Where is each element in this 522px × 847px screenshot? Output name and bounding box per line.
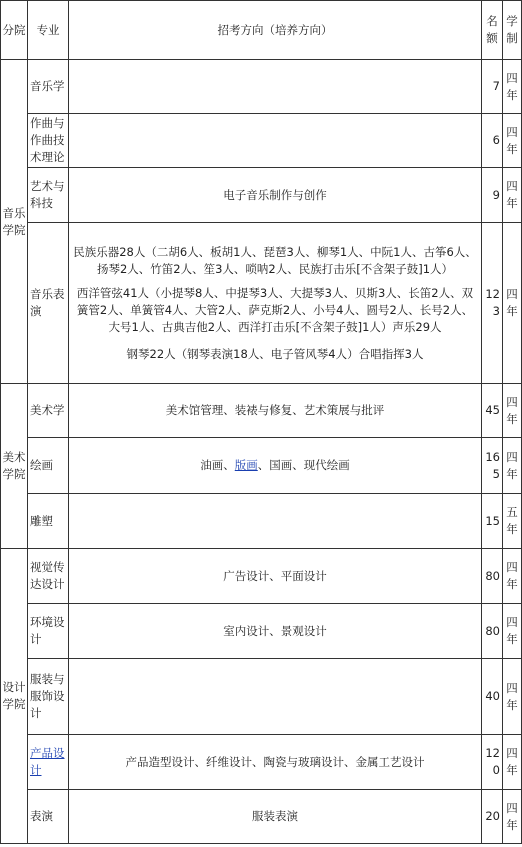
direction-cell	[69, 659, 482, 735]
quota-cell: 165	[482, 438, 503, 494]
quota-cell: 7	[482, 60, 503, 114]
direction-cell: 服装表演	[69, 790, 482, 844]
quota-cell: 80	[482, 549, 503, 604]
header-row	[1, 1, 522, 60]
major-cell: 环境设计	[28, 604, 69, 659]
duration-cell: 四年	[503, 735, 522, 790]
table-row	[1, 114, 522, 168]
direction-cell	[69, 494, 482, 549]
major-cell: 视觉传达设计	[28, 549, 69, 604]
duration-cell: 四年	[503, 384, 522, 438]
direction-line: 民族乐器28人（二胡6人、板胡1人、琵琶3人、柳琴1人、中阮1人、古筝6人、扬琴2人、竹笛2人、笙3人、唢呐2人、民族打击乐[不含架子鼓]1人）	[73, 244, 477, 276]
duration-cell: 四年	[503, 549, 522, 604]
duration-cell: 四年	[503, 438, 522, 494]
table-row	[1, 438, 522, 494]
table-row	[1, 494, 522, 549]
major-cell: 作曲与作曲技术理论	[28, 114, 69, 168]
college-art: 美术学院	[1, 384, 28, 549]
major-cell: 绘画	[28, 438, 69, 494]
direction-cell: 电子音乐制作与创作	[69, 168, 482, 223]
direction-text: 油画、	[200, 458, 235, 472]
duration-cell: 四年	[503, 790, 522, 844]
link-product-design[interactable]: 产品设计	[30, 746, 65, 777]
quota-cell: 40	[482, 659, 503, 735]
duration-cell: 四年	[503, 223, 522, 384]
table-row	[1, 60, 522, 114]
direction-cell: 室内设计、景观设计	[69, 604, 482, 659]
table-row	[1, 223, 522, 384]
major-cell: 音乐表演	[28, 223, 69, 384]
direction-cell	[69, 60, 482, 114]
table-row	[1, 168, 522, 223]
duration-cell: 五年	[503, 494, 522, 549]
header-major: 专业	[28, 1, 69, 60]
major-cell: 音乐学	[28, 60, 69, 114]
quota-cell: 15	[482, 494, 503, 549]
duration-cell: 四年	[503, 168, 522, 223]
college-music: 音乐学院	[1, 60, 28, 384]
table-row	[1, 549, 522, 604]
direction-text: 、国画、现代绘画	[257, 458, 350, 472]
quota-cell: 123	[482, 223, 503, 384]
header-duration: 学制	[503, 1, 522, 60]
quota-cell: 20	[482, 790, 503, 844]
table-row	[1, 659, 522, 735]
header-college: 分院	[1, 1, 28, 60]
duration-cell: 四年	[503, 114, 522, 168]
direction-cell	[69, 438, 482, 494]
direction-line: 钢琴22人（钢琴表演18人、电子管风琴4人）合唱指挥3人	[126, 346, 424, 361]
direction-cell	[69, 114, 482, 168]
quota-cell: 9	[482, 168, 503, 223]
major-cell: 表演	[28, 790, 69, 844]
quota-cell: 6	[482, 114, 503, 168]
table-row	[1, 735, 522, 790]
duration-cell: 四年	[503, 604, 522, 659]
major-cell: 雕塑	[28, 494, 69, 549]
quota-cell: 80	[482, 604, 503, 659]
major-cell	[28, 735, 69, 790]
direction-line: 西洋管弦41人（小提琴8人、中提琴3人、大提琴3人、贝斯3人、长笛2人、双簧管2人、单簧管4人、大管2人、萨克斯2人、小号4人、圆号2人、长号2人、大号1人、古典吉他2人、西洋打击乐[不含架子鼓]1人）声乐29人	[76, 285, 474, 334]
quota-cell: 120	[482, 735, 503, 790]
header-direction: 招考方向（培养方向）	[69, 1, 482, 60]
header-quota: 名额	[482, 1, 503, 60]
college-design: 设计学院	[1, 549, 28, 844]
direction-cell	[69, 223, 482, 384]
direction-cell: 产品造型设计、纤维设计、陶瓷与玻璃设计、金属工艺设计	[69, 735, 482, 790]
direction-cell: 广告设计、平面设计	[69, 549, 482, 604]
major-cell: 美术学	[28, 384, 69, 438]
major-cell: 艺术与科技	[28, 168, 69, 223]
major-cell: 服装与服饰设计	[28, 659, 69, 735]
direction-cell: 美术馆管理、装裱与修复、艺术策展与批评	[69, 384, 482, 438]
quota-cell: 45	[482, 384, 503, 438]
table-row	[1, 790, 522, 844]
table-row	[1, 384, 522, 438]
link-banhua[interactable]: 版画	[234, 458, 258, 472]
table-row	[1, 604, 522, 659]
duration-cell: 四年	[503, 60, 522, 114]
duration-cell: 四年	[503, 659, 522, 735]
